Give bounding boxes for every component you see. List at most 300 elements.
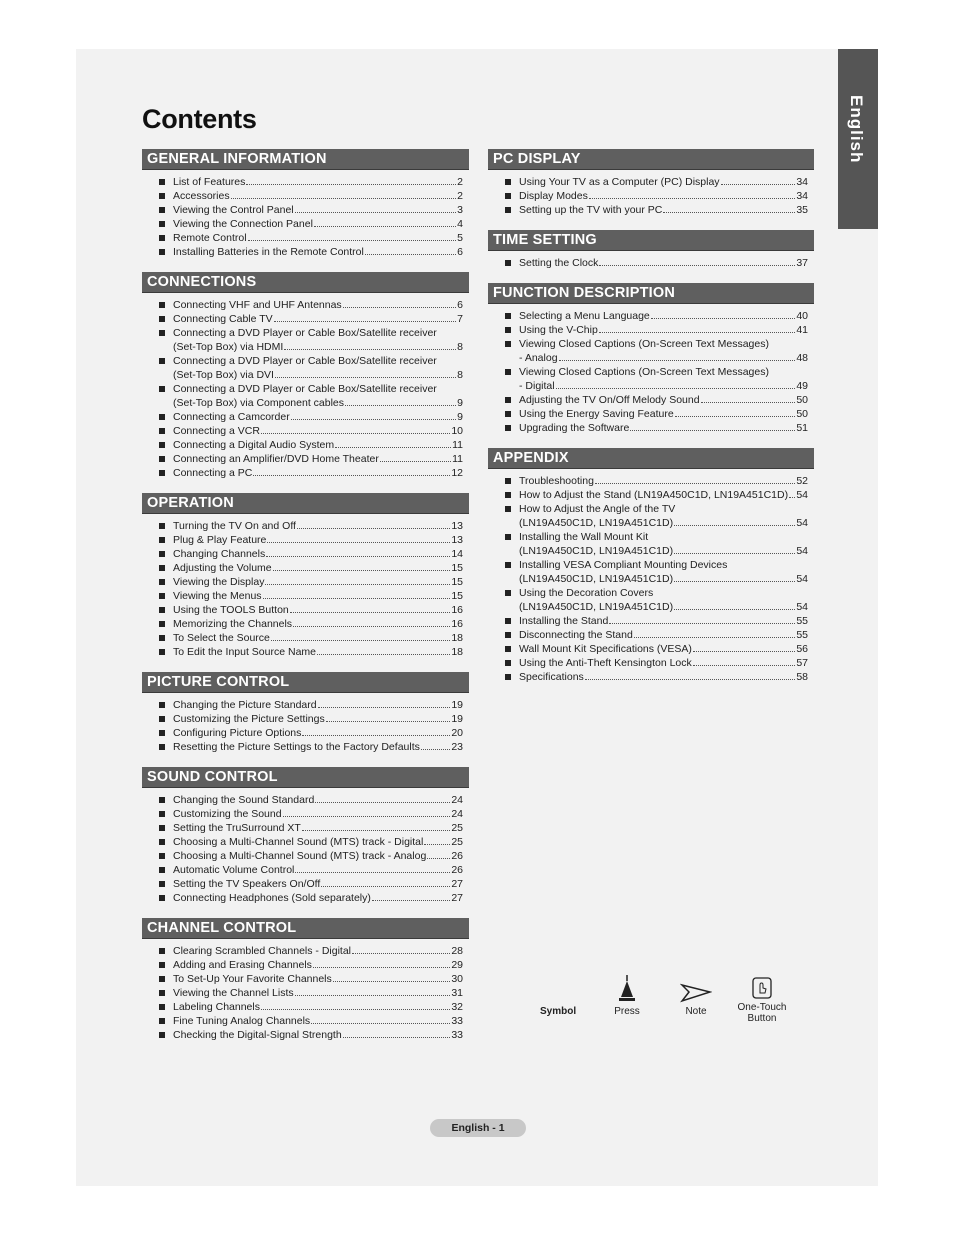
toc-entry-text: Using the Decoration Covers bbox=[519, 587, 654, 599]
dot-leader bbox=[595, 483, 795, 484]
toc-entry-text: Viewing the Display bbox=[173, 576, 265, 588]
square-bullet-icon bbox=[159, 179, 165, 185]
page-number-badge: English - 1 bbox=[430, 1119, 526, 1137]
dot-leader bbox=[267, 542, 450, 543]
toc-entry-text: Automatic Volume Control bbox=[173, 864, 295, 876]
toc-page-number: 33 bbox=[451, 1015, 463, 1027]
toc-entry-text: Connecting a DVD Player or Cable Box/Satellite receiver bbox=[173, 327, 437, 339]
square-bullet-icon bbox=[505, 313, 511, 319]
section bbox=[142, 918, 469, 1046]
toc-entry[interactable] bbox=[488, 309, 814, 323]
dot-leader bbox=[302, 735, 450, 736]
toc-page-number: 27 bbox=[451, 878, 463, 890]
toc-entry-text: Remote Control bbox=[173, 232, 247, 244]
toc-entry-text: Installing the Stand bbox=[519, 615, 609, 627]
toc-entry-text: Viewing Closed Captions (On-Screen Text Messages) bbox=[519, 366, 769, 378]
square-bullet-icon bbox=[505, 562, 511, 568]
dot-leader bbox=[313, 967, 450, 968]
square-bullet-icon bbox=[505, 506, 511, 512]
toc-entry[interactable] bbox=[142, 312, 469, 326]
toc-list bbox=[488, 304, 814, 439]
toc-page-number: 40 bbox=[796, 310, 808, 322]
toc-list bbox=[142, 788, 469, 909]
square-bullet-icon bbox=[159, 607, 165, 613]
one-touch-label-line2: Button bbox=[747, 1013, 777, 1024]
toc-entry-text: Selecting a Menu Language bbox=[519, 310, 650, 322]
toc-entry[interactable] bbox=[488, 558, 814, 586]
toc-page-number: 10 bbox=[451, 425, 463, 437]
toc-entry-text: (LN19A450C1D, LN19A451C1D) bbox=[519, 517, 674, 529]
toc-list bbox=[142, 939, 469, 1046]
dot-leader bbox=[295, 995, 451, 996]
toc-page-number: 19 bbox=[451, 713, 463, 725]
square-bullet-icon bbox=[159, 621, 165, 627]
symbol-legend-label: Symbol bbox=[540, 1006, 577, 1017]
square-bullet-icon bbox=[505, 411, 511, 417]
toc-entry-text: Wall Mount Kit Specifications (VESA) bbox=[519, 643, 692, 655]
square-bullet-icon bbox=[159, 456, 165, 462]
toc-entry[interactable] bbox=[142, 891, 469, 905]
toc-page-number: 56 bbox=[796, 643, 808, 655]
square-bullet-icon bbox=[159, 579, 165, 585]
toc-entry-text: Changing Channels bbox=[173, 548, 266, 560]
dot-leader bbox=[253, 475, 450, 476]
square-bullet-icon bbox=[505, 534, 511, 540]
toc-entry[interactable] bbox=[488, 502, 814, 530]
section bbox=[488, 283, 814, 439]
toc-entry[interactable] bbox=[142, 326, 469, 354]
section bbox=[488, 448, 814, 688]
toc-entry-text: Connecting VHF and UHF Antennas bbox=[173, 299, 342, 311]
toc-entry-text: (LN19A450C1D, LN19A451C1D) bbox=[519, 601, 674, 613]
toc-entry[interactable] bbox=[142, 972, 469, 986]
language-tab-label: English bbox=[847, 95, 866, 164]
toc-list bbox=[488, 469, 814, 688]
square-bullet-icon bbox=[159, 716, 165, 722]
toc-entry-text: Installing VESA Compliant Mounting Devices bbox=[519, 559, 728, 571]
toc-page-number: 6 bbox=[457, 299, 463, 311]
square-bullet-icon bbox=[505, 369, 511, 375]
toc-entry[interactable] bbox=[488, 203, 814, 217]
toc-entry[interactable] bbox=[142, 175, 469, 189]
toc-page-number: 2 bbox=[457, 176, 463, 188]
dot-leader bbox=[674, 581, 795, 582]
dot-leader bbox=[335, 447, 451, 448]
section bbox=[142, 149, 469, 263]
toc-entry-text: Display Modes bbox=[519, 190, 588, 202]
toc-entry[interactable] bbox=[142, 821, 469, 835]
square-bullet-icon bbox=[159, 797, 165, 803]
dot-leader bbox=[343, 307, 456, 308]
dot-leader bbox=[693, 665, 796, 666]
toc-entry[interactable] bbox=[142, 245, 469, 259]
toc-page-number: 11 bbox=[452, 453, 463, 465]
toc-entry[interactable] bbox=[142, 575, 469, 589]
dot-leader bbox=[315, 802, 450, 803]
toc-entry-text: Disconnecting the Stand bbox=[519, 629, 633, 641]
section-heading: CONNECTIONS bbox=[142, 272, 469, 293]
toc-entry-text: Installing Batteries in the Remote Control bbox=[173, 246, 364, 258]
toc-entry-text: Accessories bbox=[173, 190, 230, 202]
toc-entry[interactable] bbox=[142, 466, 469, 480]
toc-entry-text: Connecting a Camcorder bbox=[173, 411, 290, 423]
press-label: Press bbox=[614, 1006, 640, 1017]
dot-leader bbox=[674, 609, 795, 610]
symbol-legend bbox=[520, 975, 820, 1035]
toc-entry-text: Connecting a VCR bbox=[173, 425, 260, 437]
toc-entry[interactable] bbox=[142, 203, 469, 217]
toc-page-number: 34 bbox=[796, 190, 808, 202]
toc-page-number: 37 bbox=[796, 257, 808, 269]
toc-page-number: 57 bbox=[796, 657, 808, 669]
toc-entry-text: (Set-Top Box) via DVI bbox=[173, 369, 274, 381]
toc-entry-text: Using the V-Chip bbox=[519, 324, 598, 336]
toc-entry[interactable] bbox=[488, 393, 814, 407]
toc-entry-text: Adjusting the TV On/Off Melody Sound bbox=[519, 394, 700, 406]
toc-entry-text: - Digital bbox=[519, 380, 555, 392]
page-title: Contents bbox=[142, 104, 257, 134]
toc-page-number: 55 bbox=[796, 615, 808, 627]
toc-list bbox=[488, 251, 814, 274]
toc-page-number: 34 bbox=[796, 176, 808, 188]
toc-page-number: 8 bbox=[457, 341, 463, 353]
square-bullet-icon bbox=[505, 632, 511, 638]
toc-entry[interactable] bbox=[142, 561, 469, 575]
toc-entry-text: Setting up the TV with your PC bbox=[519, 204, 663, 216]
toc-page-number: 26 bbox=[451, 864, 463, 876]
toc-page-number: 15 bbox=[451, 590, 463, 602]
toc-entry-text: Memorizing the Channels bbox=[173, 618, 293, 630]
dot-leader bbox=[263, 598, 451, 599]
toc-page-number: 6 bbox=[457, 246, 463, 258]
toc-entry[interactable] bbox=[142, 424, 469, 438]
note-symbol bbox=[678, 975, 714, 1017]
toc-page-number: 54 bbox=[796, 601, 808, 613]
dot-leader bbox=[271, 640, 450, 641]
toc-entry[interactable] bbox=[488, 256, 814, 270]
dot-leader bbox=[421, 749, 450, 750]
dot-leader bbox=[345, 405, 456, 406]
toc-entry[interactable] bbox=[488, 656, 814, 670]
square-bullet-icon bbox=[159, 825, 165, 831]
toc-entry[interactable] bbox=[488, 175, 814, 189]
dot-leader bbox=[675, 416, 796, 417]
section-heading: TIME SETTING bbox=[488, 230, 814, 251]
square-bullet-icon bbox=[159, 990, 165, 996]
square-bullet-icon bbox=[505, 646, 511, 652]
dot-leader bbox=[609, 623, 795, 624]
toc-entry[interactable] bbox=[142, 712, 469, 726]
toc-page-number: 33 bbox=[451, 1029, 463, 1041]
toc-page-number: 49 bbox=[796, 380, 808, 392]
dot-leader bbox=[343, 1037, 451, 1038]
toc-page-number: 16 bbox=[451, 618, 463, 630]
toc-page-number: 11 bbox=[452, 439, 463, 451]
toc-entry-text: Configuring Picture Options bbox=[173, 727, 302, 739]
toc-entry-text: Setting the Clock bbox=[519, 257, 599, 269]
toc-entry-text: Choosing a Multi-Channel Sound (MTS) track - Analog bbox=[173, 850, 427, 862]
toc-entry[interactable] bbox=[142, 698, 469, 712]
square-bullet-icon bbox=[159, 221, 165, 227]
toc-entry[interactable] bbox=[142, 877, 469, 891]
toc-entry[interactable] bbox=[488, 323, 814, 337]
toc-entry[interactable] bbox=[142, 533, 469, 547]
toc-page-number: 29 bbox=[451, 959, 463, 971]
toc-entry[interactable] bbox=[142, 986, 469, 1000]
toc-entry-text: Connecting Headphones (Sold separately) bbox=[173, 892, 371, 904]
toc-entry[interactable] bbox=[142, 189, 469, 203]
toc-entry[interactable] bbox=[142, 617, 469, 631]
square-bullet-icon bbox=[159, 358, 165, 364]
toc-page-number: 9 bbox=[457, 397, 463, 409]
square-bullet-icon bbox=[159, 386, 165, 392]
square-bullet-icon bbox=[159, 1032, 165, 1038]
square-bullet-icon bbox=[159, 811, 165, 817]
toc-entry-text: Plug & Play Feature bbox=[173, 534, 267, 546]
square-bullet-icon bbox=[159, 414, 165, 420]
toc-entry[interactable] bbox=[142, 547, 469, 561]
toc-entry-text: Resetting the Picture Settings to the Factory Defaults bbox=[173, 741, 420, 753]
section bbox=[488, 230, 814, 274]
toc-entry[interactable] bbox=[488, 421, 814, 435]
dot-leader bbox=[293, 626, 450, 627]
toc-entry[interactable] bbox=[142, 944, 469, 958]
toc-entry-text: Changing the Sound Standard bbox=[173, 794, 315, 806]
square-bullet-icon bbox=[159, 962, 165, 968]
section-heading: APPENDIX bbox=[488, 448, 814, 469]
dot-leader bbox=[321, 886, 450, 887]
toc-page-number: 16 bbox=[451, 604, 463, 616]
toc-page-number: 35 bbox=[796, 204, 808, 216]
square-bullet-icon bbox=[505, 327, 511, 333]
toc-entry-text: Connecting Cable TV bbox=[173, 313, 273, 325]
one-touch-label-line1: One-Touch bbox=[737, 1002, 787, 1013]
dot-leader bbox=[261, 433, 450, 434]
square-bullet-icon bbox=[159, 1004, 165, 1010]
toc-page-number: 30 bbox=[451, 973, 463, 985]
toc-entry[interactable] bbox=[142, 1014, 469, 1028]
square-bullet-icon bbox=[159, 881, 165, 887]
toc-page-number: 24 bbox=[451, 794, 463, 806]
toc-page-number: 54 bbox=[796, 545, 808, 557]
toc-entry[interactable] bbox=[142, 835, 469, 849]
dot-leader bbox=[314, 226, 456, 227]
toc-list bbox=[142, 293, 469, 484]
toc-entry[interactable] bbox=[142, 382, 469, 410]
toc-entry[interactable] bbox=[488, 365, 814, 393]
toc-page-number: 2 bbox=[457, 190, 463, 202]
toc-entry-text: Viewing Closed Captions (On-Screen Text Messages) bbox=[519, 338, 769, 350]
toc-entry-text: Using Your TV as a Computer (PC) Display bbox=[519, 176, 720, 188]
toc-page-number: 50 bbox=[796, 408, 808, 420]
toc-entry[interactable] bbox=[142, 410, 469, 424]
toc-page-number: 19 bbox=[451, 699, 463, 711]
toc-entry-text: Viewing the Channel Lists bbox=[173, 987, 294, 999]
toc-entry-text: (LN19A450C1D, LN19A451C1D) bbox=[519, 545, 674, 557]
toc-entry-text: Viewing the Connection Panel bbox=[173, 218, 313, 230]
dot-leader bbox=[295, 212, 457, 213]
toc-page-number: 14 bbox=[451, 548, 463, 560]
toc-entry[interactable] bbox=[142, 740, 469, 754]
dot-leader bbox=[290, 612, 451, 613]
toc-entry[interactable] bbox=[488, 530, 814, 558]
dot-leader bbox=[599, 265, 795, 266]
square-bullet-icon bbox=[505, 397, 511, 403]
toc-entry-text: Turning the TV On and Off bbox=[173, 520, 296, 532]
toc-entry[interactable] bbox=[142, 1000, 469, 1014]
dot-leader bbox=[589, 198, 795, 199]
dot-leader bbox=[246, 184, 456, 185]
toc-entry[interactable] bbox=[142, 603, 469, 617]
section bbox=[488, 149, 814, 221]
press-symbol bbox=[612, 975, 642, 1017]
toc-list bbox=[142, 170, 469, 263]
toc-page-number: 13 bbox=[451, 534, 463, 546]
toc-entry[interactable] bbox=[488, 407, 814, 421]
toc-entry-text: Clearing Scrambled Channels - Digital bbox=[173, 945, 351, 957]
square-bullet-icon bbox=[159, 235, 165, 241]
toc-page-number: 54 bbox=[796, 517, 808, 529]
dot-leader bbox=[701, 402, 796, 403]
toc-entry[interactable] bbox=[142, 298, 469, 312]
square-bullet-icon bbox=[159, 744, 165, 750]
toc-entry-text: Customizing the Picture Settings bbox=[173, 713, 325, 725]
right-column bbox=[488, 149, 814, 697]
dot-leader bbox=[231, 198, 457, 199]
toc-page-number: 25 bbox=[451, 822, 463, 834]
toc-entry-text: Upgrading the Software bbox=[519, 422, 630, 434]
toc-entry[interactable] bbox=[142, 589, 469, 603]
square-bullet-icon bbox=[159, 330, 165, 336]
square-bullet-icon bbox=[159, 565, 165, 571]
dot-leader bbox=[630, 430, 795, 431]
toc-entry[interactable] bbox=[488, 474, 814, 488]
dot-leader bbox=[265, 584, 450, 585]
dot-leader bbox=[291, 419, 456, 420]
toc-page-number: 31 bbox=[451, 987, 463, 999]
toc-entry[interactable] bbox=[488, 586, 814, 614]
toc-entry[interactable] bbox=[142, 863, 469, 877]
dot-leader bbox=[585, 679, 796, 680]
toc-entry[interactable] bbox=[142, 217, 469, 231]
dot-leader bbox=[427, 858, 450, 859]
toc-entry[interactable] bbox=[488, 628, 814, 642]
toc-entry[interactable] bbox=[142, 958, 469, 972]
toc-entry[interactable] bbox=[142, 231, 469, 245]
toc-entry[interactable] bbox=[488, 642, 814, 656]
toc-entry-text: (LN19A450C1D, LN19A451C1D) bbox=[519, 573, 674, 585]
toc-entry-text: Viewing the Control Panel bbox=[173, 204, 294, 216]
square-bullet-icon bbox=[159, 523, 165, 529]
toc-entry-text: Using the TOOLS Button bbox=[173, 604, 289, 616]
toc-entry[interactable] bbox=[142, 849, 469, 863]
toc-page-number: 58 bbox=[796, 671, 808, 683]
toc-entry-text: Connecting an Amplifier/DVD Home Theater bbox=[173, 453, 379, 465]
press-icon bbox=[617, 975, 637, 1003]
toc-entry[interactable] bbox=[142, 452, 469, 466]
square-bullet-icon bbox=[159, 730, 165, 736]
dot-leader bbox=[365, 254, 456, 255]
toc-entry[interactable] bbox=[142, 354, 469, 382]
dot-leader bbox=[674, 553, 795, 554]
toc-entry-text: Setting the TruSurround XT bbox=[173, 822, 301, 834]
section-heading: FUNCTION DESCRIPTION bbox=[488, 283, 814, 304]
toc-entry[interactable] bbox=[488, 670, 814, 684]
square-bullet-icon bbox=[159, 895, 165, 901]
toc-page-number: 18 bbox=[451, 646, 463, 658]
toc-entry-text: Installing the Wall Mount Kit bbox=[519, 531, 649, 543]
toc-entry[interactable] bbox=[488, 337, 814, 365]
toc-page-number: 18 bbox=[451, 632, 463, 644]
section-heading: OPERATION bbox=[142, 493, 469, 514]
note-label: Note bbox=[685, 1006, 707, 1017]
dot-leader bbox=[599, 332, 796, 333]
toc-list bbox=[488, 170, 814, 221]
toc-entry[interactable] bbox=[142, 519, 469, 533]
toc-entry-text: - Analog bbox=[519, 352, 558, 364]
one-touch-button-icon bbox=[752, 977, 772, 999]
dot-leader bbox=[333, 981, 451, 982]
toc-page-number: 15 bbox=[451, 576, 463, 588]
section-heading: PICTURE CONTROL bbox=[142, 672, 469, 693]
one-touch-symbol bbox=[734, 977, 790, 1024]
toc-list bbox=[142, 693, 469, 758]
toc-page-number: 26 bbox=[451, 850, 463, 862]
toc-entry[interactable] bbox=[488, 488, 814, 502]
toc-entry[interactable] bbox=[142, 807, 469, 821]
square-bullet-icon bbox=[159, 302, 165, 308]
note-icon bbox=[680, 975, 712, 1003]
square-bullet-icon bbox=[159, 702, 165, 708]
toc-entry[interactable] bbox=[488, 189, 814, 203]
toc-entry-text: Adding and Erasing Channels bbox=[173, 959, 312, 971]
toc-entry[interactable] bbox=[142, 438, 469, 452]
dot-leader bbox=[274, 321, 457, 322]
toc-entry[interactable] bbox=[142, 1028, 469, 1042]
section bbox=[142, 672, 469, 758]
section-heading: SOUND CONTROL bbox=[142, 767, 469, 788]
dot-leader bbox=[273, 570, 451, 571]
toc-entry-text: Choosing a Multi-Channel Sound (MTS) track - Digital bbox=[173, 836, 424, 848]
square-bullet-icon bbox=[159, 649, 165, 655]
toc-entry[interactable] bbox=[488, 614, 814, 628]
dot-leader bbox=[295, 872, 450, 873]
square-bullet-icon bbox=[159, 537, 165, 543]
section bbox=[142, 272, 469, 484]
toc-entry[interactable] bbox=[142, 726, 469, 740]
toc-page-number: 50 bbox=[796, 394, 808, 406]
square-bullet-icon bbox=[159, 1018, 165, 1024]
toc-page-number: 7 bbox=[457, 313, 463, 325]
square-bullet-icon bbox=[159, 249, 165, 255]
square-bullet-icon bbox=[505, 478, 511, 484]
dot-leader bbox=[248, 240, 457, 241]
toc-entry-text: Connecting a DVD Player or Cable Box/Satellite receiver bbox=[173, 355, 437, 367]
toc-entry[interactable] bbox=[142, 645, 469, 659]
toc-entry[interactable] bbox=[142, 631, 469, 645]
square-bullet-icon bbox=[159, 593, 165, 599]
toc-entry-text: Checking the Digital-Signal Strength bbox=[173, 1029, 342, 1041]
toc-entry-text: Fine Tuning Analog Channels bbox=[173, 1015, 311, 1027]
toc-entry-text: How to Adjust the Stand (LN19A450C1D, LN19A451C1D) bbox=[519, 489, 789, 501]
toc-entry-text: List of Features bbox=[173, 176, 246, 188]
square-bullet-icon bbox=[159, 853, 165, 859]
toc-page-number: 52 bbox=[796, 475, 808, 487]
toc-page-number: 48 bbox=[796, 352, 808, 364]
dot-leader bbox=[693, 651, 795, 652]
section bbox=[142, 767, 469, 909]
toc-entry[interactable] bbox=[142, 793, 469, 807]
